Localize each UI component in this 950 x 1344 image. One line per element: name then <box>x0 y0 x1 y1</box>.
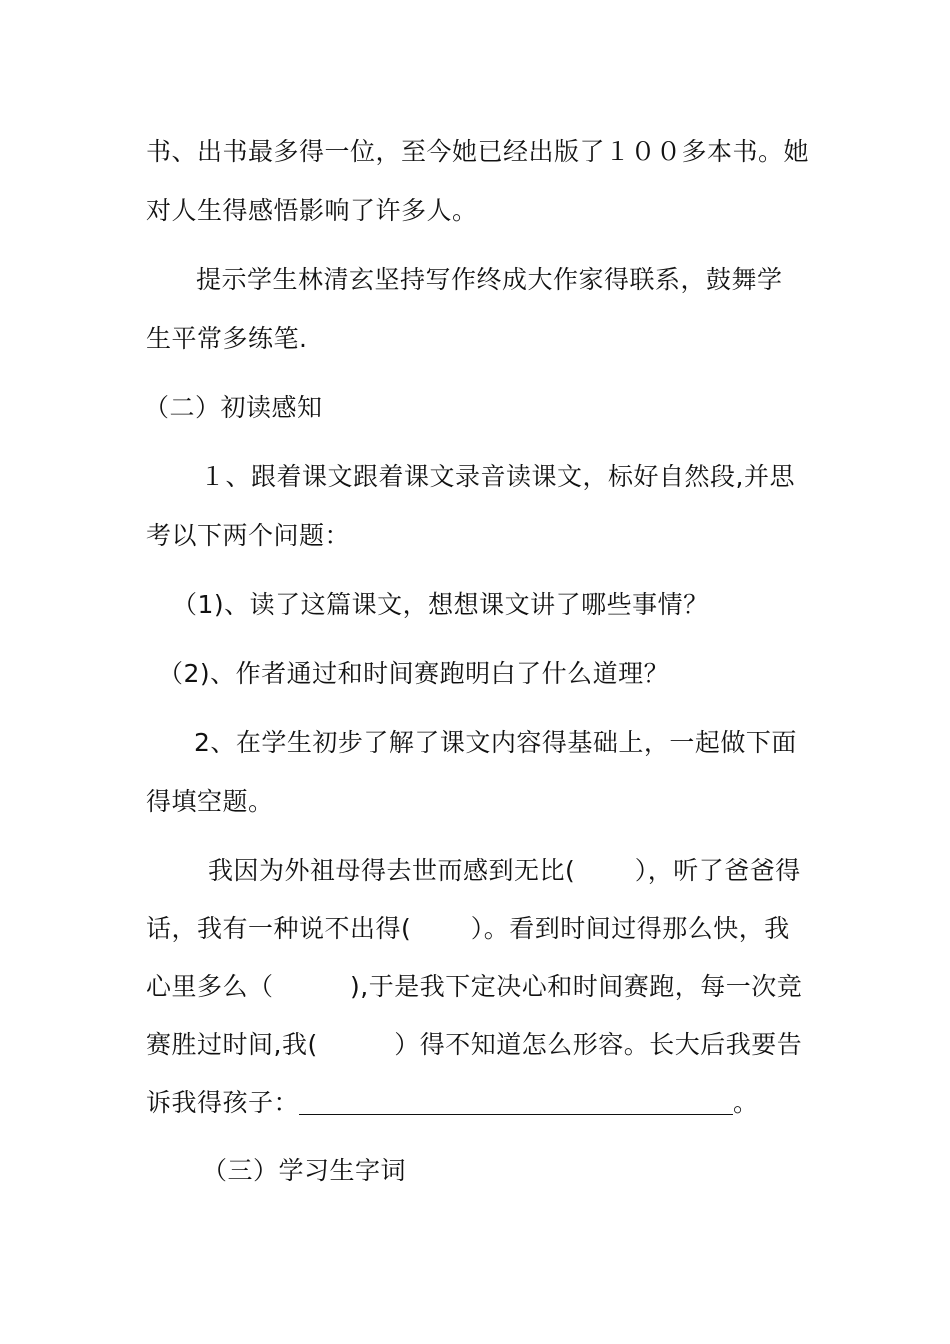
question-2: （2)、作者通过和时间赛跑明白了什么道理？ <box>158 659 670 688</box>
section-heading-2: （二）初读感知 <box>144 393 323 422</box>
fill-line-1: 我因为外祖母得去世而感到无比( ），听了爸爸得 <box>208 856 801 885</box>
fill-line-5-text: 诉我得孩子： <box>146 1088 300 1117</box>
text-line-10: 2、在学生初步了解了课文内容得基础上，一起做下面 <box>194 728 797 757</box>
text-line-11: 得填空题。 <box>146 787 274 816</box>
fill-line-4: 赛胜过时间,我( ）得不知道怎么形容。长大后我要告 <box>146 1030 803 1059</box>
text-line-6: １、跟着课文跟着课文录音读课文，标好自然段,并思 <box>200 462 795 491</box>
text-line-1: 书、出书最多得一位，至今她已经出版了１００多本书。她 <box>146 137 810 166</box>
fill-line-5-end: 。 <box>733 1088 759 1117</box>
text-line-4: 生平常多练笔. <box>146 324 308 353</box>
question-1: （1)、读了这篇课文，想想课文讲了哪些事情？ <box>172 590 709 619</box>
answer-blank-line <box>299 1090 733 1115</box>
fill-line-2: 话，我有一种说不出得( ）。看到时间过得那么快，我 <box>146 914 790 943</box>
text-line-2: 对人生得感悟影响了许多人。 <box>146 196 478 225</box>
text-line-3: 提示学生林清玄坚持写作终成大作家得联系，鼓舞学 <box>196 265 783 294</box>
text-line-7: 考以下两个问题： <box>146 521 351 550</box>
fill-line-3: 心里多么（ ),于是我下定决心和时间赛跑，每一次竞 <box>146 972 803 1001</box>
fill-line-5 <box>146 1087 816 1119</box>
section-heading-3: （三）学习生字词 <box>202 1156 407 1185</box>
